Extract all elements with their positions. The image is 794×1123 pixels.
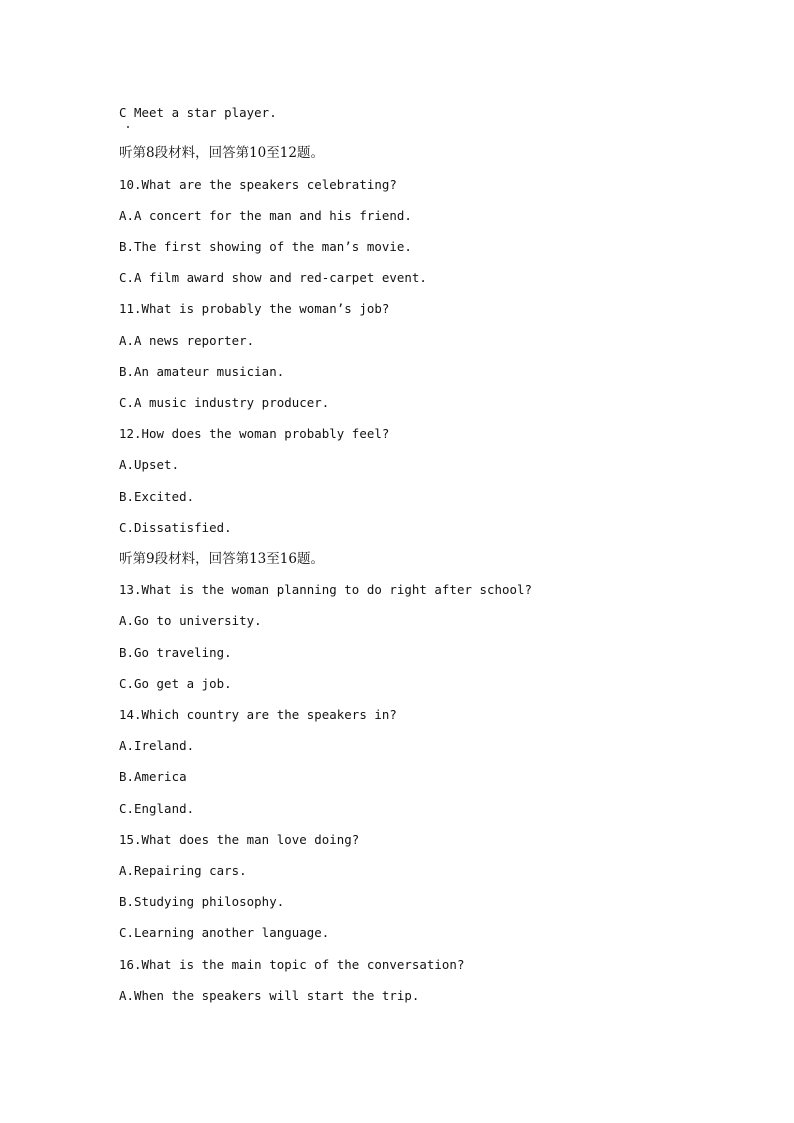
question-15: 15.What does the man love doing?	[119, 832, 360, 847]
q13-option-c: C.Go get a job.	[119, 676, 232, 691]
section-heading-8: 听第8段材料，回答第10至12题。	[119, 145, 324, 161]
q15-option-a: A.Repairing cars.	[119, 863, 247, 878]
q11-option-c: C.A music industry producer.	[119, 395, 330, 410]
question-13: 13.What is the woman planning to do right after school?	[119, 582, 533, 597]
q11-option-a: A.A news reporter.	[119, 333, 255, 348]
question-10: 10.What are the speakers celebrating?	[119, 177, 397, 192]
question-16: 16.What is the main topic of the conversation?	[119, 957, 465, 972]
option-c-meet-star-player: C Meet a star player.	[119, 105, 277, 120]
question-11: 11.What is probably the woman’s job?	[119, 301, 390, 316]
q13-option-b: B.Go traveling.	[119, 645, 232, 660]
section-heading-9: 听第9段材料，回答第13至16题。	[119, 551, 324, 567]
q12-option-c: C.Dissatisfied.	[119, 520, 232, 535]
question-12: 12.How does the woman probably feel?	[119, 426, 390, 441]
q14-option-b: B.America	[119, 769, 187, 784]
q15-option-c: C.Learning another language.	[119, 925, 330, 940]
q10-option-a: A.A concert for the man and his friend.	[119, 208, 412, 223]
q13-option-a: A.Go to university.	[119, 613, 262, 628]
q14-option-a: A.Ireland.	[119, 738, 195, 753]
q16-option-a: A.When the speakers will start the trip.	[119, 988, 420, 1003]
question-14: 14.Which country are the speakers in?	[119, 707, 397, 722]
q12-option-b: B.Excited.	[119, 489, 195, 504]
q15-option-b: B.Studying philosophy.	[119, 894, 285, 909]
q10-option-b: B.The first showing of the man’s movie.	[119, 239, 412, 254]
q10-option-c: C.A film award show and red-carpet event.	[119, 270, 427, 285]
q11-option-b: B.An amateur musician.	[119, 364, 285, 379]
q14-option-c: C.England.	[119, 801, 195, 816]
stray-dot-mark	[127, 126, 129, 128]
q12-option-a: A.Upset.	[119, 457, 180, 472]
